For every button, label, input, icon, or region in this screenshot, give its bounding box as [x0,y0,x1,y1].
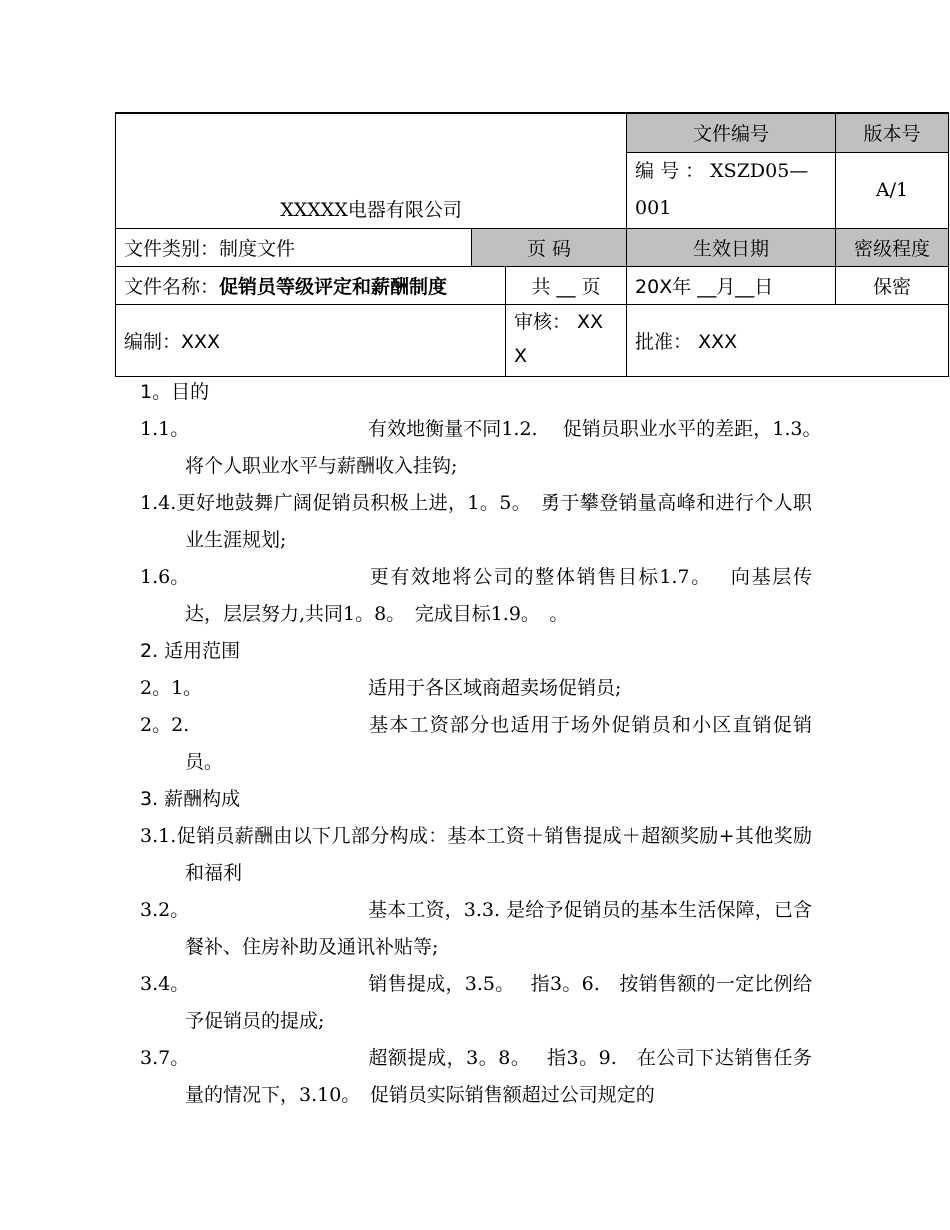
paragraph-number: 2。2. [140,714,190,736]
document-header-table [115,112,949,377]
approver: 批准： XXX [627,304,949,376]
section-heading-scope: 2. 适用范围 [140,640,241,662]
paragraph-3-4 [140,966,812,1040]
reviewer [506,304,627,376]
company-name: XXXXX电器有限公司 [116,113,627,228]
paragraph-1-1 [140,411,889,485]
paragraph-number: 3.2。 [140,899,190,921]
paragraph-3-7 [140,1040,812,1114]
paragraph-text: 促销员薪酬由以下几部分构成：基本工资＋销售提成＋超额奖励+其他奖励和福利 [176,825,812,884]
version-label: 版本号 [836,113,949,152]
reviewer-line-2: X [514,344,528,367]
paragraph-number: 1.1。 [140,418,190,440]
doc-name [116,266,506,304]
paragraph-number: 2。1。 [140,677,203,699]
paragraph-text: 更好地鼓舞广阔促销员积极上进，1。5。 勇于攀登销量高峰和进行个人职业生涯规划; [176,492,812,551]
section-heading-compensation: 3. 薪酬构成 [140,788,241,810]
doc-category: 文件类别：制度文件 [116,228,472,266]
secrecy-value: 保密 [836,266,949,304]
effective-date-value: 20X年 __月__日 [627,266,836,304]
version-value: A/1 [836,152,949,228]
paragraph-3-1 [140,818,812,892]
paragraph-1-4 [140,485,812,559]
section-heading-purpose: 1。目的 [140,381,210,403]
paragraph-number: 3.1. [140,825,177,847]
doc-number-label: 文件编号 [627,113,836,152]
document-body [140,374,889,1114]
paragraph-number: 1.6。 [140,566,190,588]
paragraph-text: 基本工资，3.3. 是给予促销员的基本生活保障，已含餐补、住房补助及通讯补贴等; [185,899,812,958]
paragraph-number: 3.7。 [140,1047,190,1069]
paragraph-text: 销售提成，3.5。 指3。6. 按销售额的一定比例给予促销员的提成; [185,973,812,1032]
paragraph-number: 1.4. [140,492,177,514]
editor: 编制：XXX [116,304,506,376]
paragraph-2-2 [140,707,812,781]
paragraph-number: 3.4。 [140,973,190,995]
doc-name-value: 促销员等级评定和薪酬制度 [219,275,448,298]
doc-number-value [627,152,836,228]
doc-number-line-1: 编 号 ： XSZD05— [635,160,809,182]
paragraph-text: 适用于各区域商超卖场促销员; [368,677,622,699]
paragraph-text: 更有效地将公司的整体销售目标1.7。 向基层传达，层层努力,共同1。8。 完成目标1.9。 。 [185,566,812,625]
paragraph-2-1 [140,670,812,707]
effective-date-label: 生效日期 [627,228,836,266]
paragraph-1-6 [140,559,812,633]
page-count: 共 __ 页 [506,266,627,304]
secrecy-label: 密级程度 [836,228,949,266]
paragraph-text: 有效地衡量不同1.2. 促销员职业水平的差距，1.3。 将个人职业水平与薪酬收入挂钩; [185,418,889,477]
paragraph-text: 超额提成，3。8。 指3。9. 在公司下达销售任务量的情况下，3.10。 促销员实际销售额超过公司规定的 [185,1047,812,1106]
page-label: 页 码 [472,228,627,266]
reviewer-line-1: 审核： XX [514,310,604,333]
doc-name-prefix: 文件名称： [124,275,220,298]
paragraph-3-2 [140,892,812,966]
paragraph-text: 基本工资部分也适用于场外促销员和小区直销促销员。 [185,714,812,773]
doc-number-line-2: 001 [635,197,672,219]
